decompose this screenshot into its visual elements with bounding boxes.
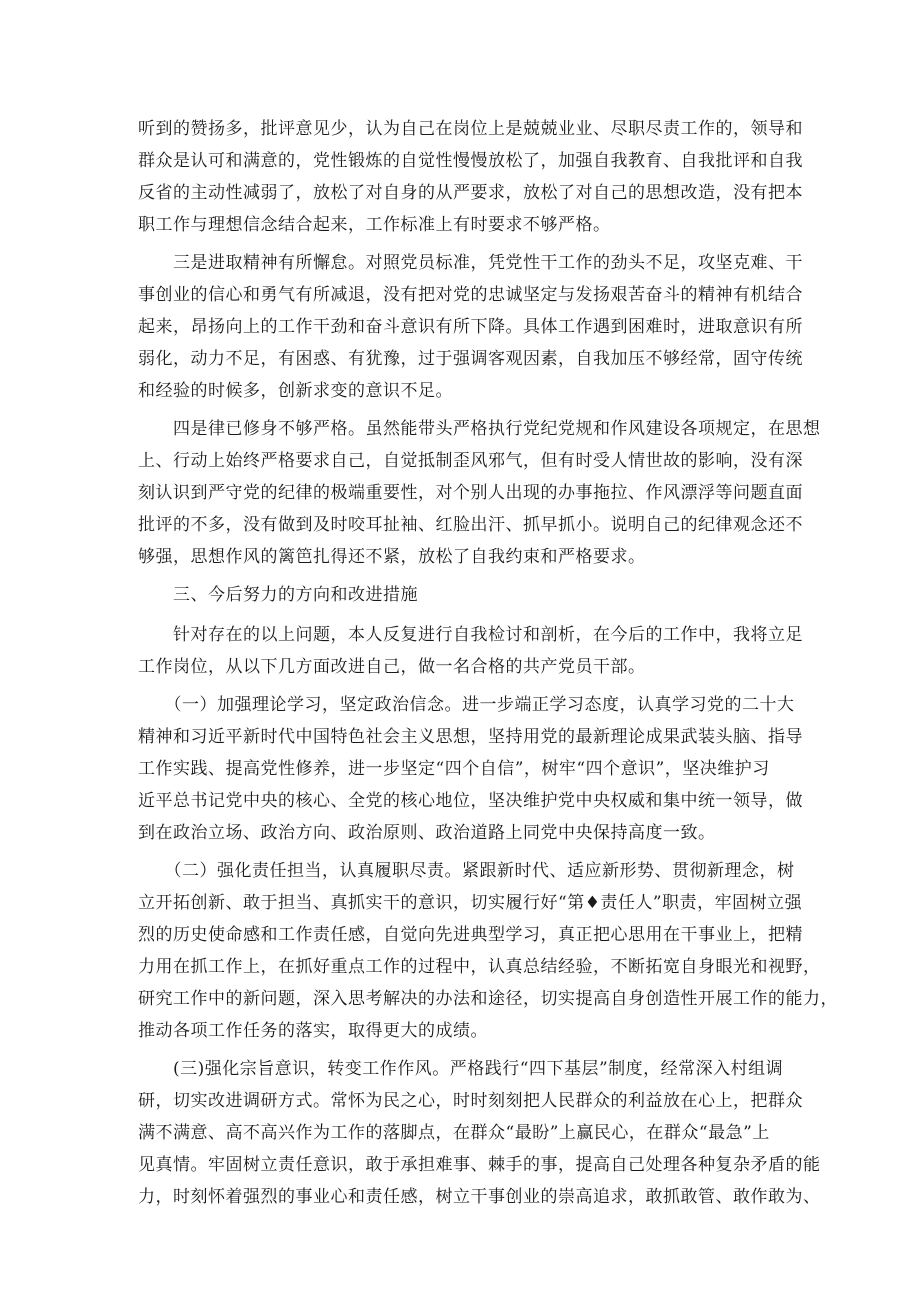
paragraph-7 xyxy=(138,1053,821,1213)
text-line: (三)强化宗旨意识，转变工作作风。严格践行“四下基层”制度，经常深入村组调 xyxy=(138,1059,784,1079)
paragraph-4 xyxy=(138,619,803,683)
text-line: 满不满意、高不高兴作为工作的落脚点，在群众“最盼”上赢民心，在群众“最急”上 xyxy=(138,1123,770,1143)
section-heading xyxy=(138,579,798,611)
text-line: 推动各项工作任务的落实，取得更大的成绩。 xyxy=(138,1021,488,1041)
text-line: 反省的主动性减弱了，放松了对自身的从严要求，放松了对自己的思想改造，没有把本 xyxy=(138,183,803,203)
text-line: 三是进取精神有所懈怠。对照党员标准，凭党性干工作的劲头不足，攻坚克难、干 xyxy=(138,253,803,273)
text-line: 力，时刻怀着强烈的事业心和责任感，树立干事创业的崇高追求，敢抓敢管、敢作敢为、 xyxy=(138,1187,821,1207)
heading-text: 三、今后努力的方向和改进措施 xyxy=(138,585,418,605)
text-line: 烈的历史使命感和工作责任感，自觉向先进典型学习，真正把心思用在干事业上，把精 xyxy=(138,925,803,945)
text-line: （二）强化责任担当，认真履职尽责。紧跟新时代、适应新形势、贯彻新理念，树 xyxy=(138,861,795,881)
text-line: 近平总书记党中央的核心、全党的核心地位，坚决维护党中央权威和集中统一领导，做 xyxy=(138,791,803,811)
text-line: 到在政治立场、政治方向、政治原则、政治道路上同党中央保持高度一致。 xyxy=(138,823,716,843)
paragraph-2 xyxy=(138,247,803,407)
text-line: 见真情。牢固树立责任意识，敢于承担难事、棘手的事，提高自己处理各种复杂矛盾的能 xyxy=(138,1155,821,1175)
text-line: 听到的赞扬多，批评意见少，认为自己在岗位上是兢兢业业、尽职尽责工作的，领导和 xyxy=(138,119,803,139)
text-line: 弱化，动力不足，有困惑、有犹豫，过于强调客观因素，自我加压不够经常，固守传统 xyxy=(138,349,803,369)
text-line: 上、行动上始终严格要求自己，自觉抵制歪风邪气，但有时受人情世故的影响，没有深 xyxy=(138,451,803,471)
text-line: 研，切实改进调研方式。常怀为民之心，时时刻刻把人民群众的利益放在心上，把群众 xyxy=(138,1091,803,1111)
text-line: 工作实践、提高党性修养，进一步坚定“四个自信”，树牢“四个意识”，坚决维护习 xyxy=(138,759,770,779)
text-line: 研究工作中的新问题，深入思考解决的办法和途径，切实提高自身创造性开展工作的能力， xyxy=(138,989,838,1009)
text-line: 立开拓创新、敢于担当、真抓实干的意识，切实履行好“第♦责任人”职责，牢固树立强 xyxy=(138,893,803,913)
text-line: 精神和习近平新时代中国特色社会主义思想，坚持用党的最新理论成果武装头脑、指导 xyxy=(138,727,803,747)
text-line: 和经验的时候多，创新求变的意识不足。 xyxy=(138,381,453,401)
text-line: 职工作与理想信念结合起来，工作标准上有时要求不够严格。 xyxy=(138,215,611,235)
text-line: 针对存在的以上问题，本人反复进行自我检讨和剖析，在今后的工作中，我将立足 xyxy=(138,625,803,645)
text-line: 群众是认可和满意的，党性锻炼的自觉性慢慢放松了，加强自我教育、自我批评和自我 xyxy=(138,151,803,171)
text-line: 事创业的信心和勇气有所减退，没有把对党的忠诚坚定与发扬艰苦奋斗的精神有机结合 xyxy=(138,285,803,305)
text-line: 批评的不多，没有做到及时咬耳扯袖、红脸出汗、抓早抓小。说明自己的纪律观念还不 xyxy=(138,515,803,535)
text-line: 够强，思想作风的篱笆扎得还不紧，放松了自我约束和严格要求。 xyxy=(138,547,646,567)
paragraph-1 xyxy=(138,113,803,241)
text-line: （一）加强理论学习，坚定政治信念。进一步端正学习态度，认真学习党的二十大 xyxy=(138,695,795,715)
document-page xyxy=(138,113,838,1219)
text-line: 力用在抓工作上，在抓好重点工作的过程中，认真总结经验，不断拓宽自身眼光和视野， xyxy=(138,957,821,977)
text-line: 起来，昂扬向上的工作干劲和奋斗意识有所下降。具体工作遇到困难时，进取意识有所 xyxy=(138,317,803,337)
text-line: 四是律已修身不够严格。虽然能带头严格执行党纪党规和作风建设各项规定，在思想 xyxy=(138,419,821,439)
paragraph-5 xyxy=(138,689,803,849)
text-line: 刻认识到严守党的纪律的极端重要性，对个别人出现的办事拖拉、作风漂浮等问题直面 xyxy=(138,483,803,503)
text-line: 工作岗位，从以下几方面改进自己，做一名合格的共产党员干部。 xyxy=(138,657,646,677)
paragraph-3 xyxy=(138,413,821,573)
paragraph-6 xyxy=(138,855,838,1047)
